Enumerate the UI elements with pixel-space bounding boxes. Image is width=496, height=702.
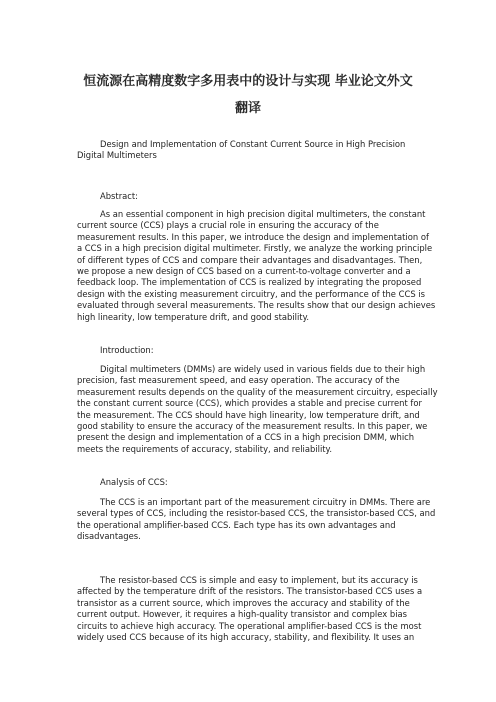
text-line: circuits to achieve high accuracy. The operational amplifier-based CCS is the most bbox=[77, 620, 422, 631]
introduction-paragraph bbox=[77, 364, 438, 455]
document-title-line-2: 翻译 bbox=[234, 101, 261, 116]
text-line: the constant current source (CCS), which provides a stable and precise current for bbox=[77, 398, 422, 409]
text-line: Design and Implementation of Constant Current Source in High Precision bbox=[100, 139, 406, 149]
text-line: the measurement. The CCS should have high linearity, low temperature drift, and bbox=[77, 409, 420, 420]
text-line: affected by the temperature drift of the resistors. The transistor-based CCS uses a bbox=[77, 586, 423, 597]
text-line: Abstract: bbox=[100, 191, 138, 201]
introduction-heading bbox=[77, 345, 419, 356]
text-line: the operational amplifier-based CCS. Each type has its own advantages and bbox=[77, 519, 396, 530]
text-line: disadvantages. bbox=[77, 531, 141, 542]
text-line: Digital Multimeters bbox=[77, 150, 157, 161]
text-line: The resistor-based CCS is simple and easy to implement, but its accuracy is bbox=[100, 575, 418, 585]
text-line: Introduction: bbox=[100, 345, 154, 355]
analysis-paragraph-1 bbox=[77, 497, 436, 543]
text-line: present the design and implementation of a CCS in a high precision DMM, which bbox=[77, 432, 415, 443]
text-line: Analysis of CCS: bbox=[100, 477, 168, 487]
text-line: good stability to ensure the accuracy of the measurement results. In this paper, we bbox=[77, 421, 428, 432]
text-line: Digital multimeters (DMMs) are widely used in various fields due to their high bbox=[100, 364, 426, 374]
text-line: meets the requirements of accuracy, stability, and reliability. bbox=[77, 443, 332, 454]
text-line: current source (CCS) plays a crucial role in ensuring the accuracy of the bbox=[77, 220, 379, 231]
text-line: we propose a new design of CCS based on a current-to-voltage converter and a bbox=[77, 266, 411, 277]
analysis-paragraph-2 bbox=[77, 575, 423, 643]
text-line: transistor as a current source, which improves the accuracy and stability of the bbox=[77, 597, 410, 608]
abstract-heading bbox=[77, 191, 419, 202]
text-line: feedback loop. The implementation of CCS is realized by integrating the proposed bbox=[77, 277, 422, 288]
document-title-line-1: 恒流源在高精度数字多用表中的设计与实现 毕业论文外文 bbox=[83, 74, 413, 89]
text-line: design with the existing measurement circuitry, and the performance of the CCS is bbox=[77, 288, 425, 299]
text-line: several types of CCS, including the resistor-based CCS, the transistor-based CCS, and bbox=[77, 508, 436, 519]
abstract-paragraph bbox=[77, 209, 436, 323]
text-line: high linearity, low temperature drift, and good stability. bbox=[77, 311, 310, 322]
text-line: a CCS in a high precision digital multimeter. Firstly, we analyze the working principle bbox=[77, 243, 433, 254]
text-line: current output. However, it requires a high-quality transistor and complex bias bbox=[77, 609, 408, 620]
text-line: precision, fast measurement speed, and easy operation. The accuracy of the bbox=[77, 375, 400, 386]
text-line: As an essential component in high precision digital multimeters, the constant bbox=[100, 209, 426, 219]
text-line: measurement results. In this paper, we introduce the design and implementation of bbox=[77, 231, 429, 242]
analysis-heading bbox=[77, 477, 419, 488]
text-line: of different types of CCS and compare their advantages and disadvantages. Then, bbox=[77, 254, 423, 265]
text-line: widely used CCS because of its high accuracy, stability, and flexibility. It uses an bbox=[77, 632, 415, 643]
text-line: evaluated through several measurements. The results show that our design achieves bbox=[77, 300, 436, 311]
english-title bbox=[77, 139, 419, 162]
text-line: measurement results depends on the quality of the measurement circuitry, especially bbox=[77, 386, 438, 397]
text-line: The CCS is an important part of the measurement circuitry in DMMs. There are bbox=[100, 497, 431, 507]
